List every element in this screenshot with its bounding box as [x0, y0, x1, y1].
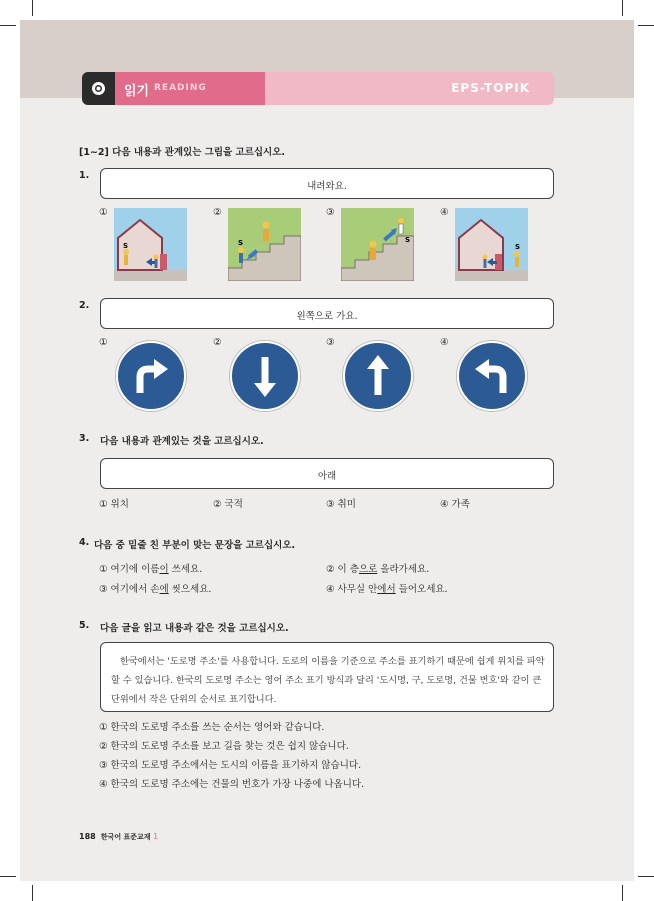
option-text: 쓰세요. [168, 564, 203, 575]
q1-picture-house-exit[interactable] [455, 208, 528, 281]
q2-sign-4[interactable] [457, 341, 527, 411]
crop-mark [0, 25, 16, 26]
q1-prompt: 내려와요. [307, 181, 347, 192]
page-footer [79, 832, 158, 842]
underlined-part: 에서 [377, 584, 396, 595]
left-turn-arrow-icon [459, 343, 525, 409]
q2-prompt: 왼쪽으로 가요. [296, 311, 358, 322]
q5-number: 5. [79, 620, 90, 631]
q1-picture-stairs-down[interactable] [228, 208, 301, 281]
page [20, 20, 634, 881]
q4-option-1[interactable] [99, 561, 202, 575]
underlined-part: 이 [159, 564, 169, 575]
crop-mark [32, 885, 33, 901]
svg-text:S: S [405, 236, 411, 244]
svg-text:S: S [238, 239, 244, 247]
down-arrow-icon [232, 343, 298, 409]
q4-option-3[interactable] [99, 581, 211, 595]
crop-mark [638, 876, 654, 877]
q2-prompt-box [100, 298, 554, 329]
banner-icon-box [82, 72, 115, 105]
option-marker: ① [99, 564, 108, 575]
q1-option-marker: ④ [440, 207, 449, 218]
right-turn-arrow-icon [118, 343, 184, 409]
q2-option-marker: ① [99, 337, 108, 348]
q1-option-marker: ① [99, 207, 108, 218]
option-text: 들어오세요. [395, 584, 448, 595]
q4-option-2[interactable] [326, 561, 429, 575]
q3-option[interactable]: ② 국적 [213, 499, 243, 510]
option-text: 여기에 이름 [107, 564, 160, 575]
underlined-part: 에 [159, 584, 169, 595]
instruction-heading: [1~2] 다음 내용과 관계있는 그림을 고르십시오. [79, 147, 286, 158]
svg-text:S: S [515, 243, 521, 251]
q5-question: 다음 글을 읽고 내용과 같은 것을 고르십시오. [100, 623, 289, 634]
q5-passage: 한국에서는 '도로명 주소'를 사용합니다. 도로의 이름을 기준으로 주소를 표기하기 때문에 쉽게 위치를 파악할 수 있습니다. 한국의 도로명 주소는 영어 주소 표기 방식과 달리 '도시명, 구, 도로명, 건물 번호'와 같이 큰 단위에서 작은 단위의 순서로 표기합니다. [111, 656, 545, 705]
q5-option[interactable]: ② 한국의 도로명 주소를 보고 길을 찾는 것은 쉽지 않습니다. [99, 741, 349, 752]
option-text: 이 층 [334, 564, 359, 575]
volume-number: 1 [153, 832, 159, 841]
option-marker: ③ [99, 584, 108, 595]
svg-text:S: S [123, 242, 129, 250]
section-subtitle: READING [154, 83, 207, 93]
page-number: 188 [79, 832, 96, 841]
q3-number: 3. [79, 433, 90, 444]
q5-option[interactable]: ③ 한국의 도로명 주소에서는 도시의 이름을 표기하지 않습니다. [99, 760, 362, 771]
q1-prompt-box [100, 168, 554, 199]
crop-mark [638, 25, 654, 26]
option-text: 씻으세요. [168, 584, 212, 595]
q2-option-marker: ② [213, 337, 222, 348]
q5-passage-box [100, 642, 554, 712]
book-title: 한국어 표준교재 [100, 833, 151, 841]
up-arrow-icon [345, 343, 411, 409]
q2-sign-3[interactable] [343, 341, 413, 411]
q4-question: 다음 중 밑줄 친 부분이 맞는 문장을 고르십시오. [94, 540, 296, 551]
q2-number: 2. [79, 300, 90, 311]
q3-option[interactable]: ③ 취미 [326, 499, 356, 510]
q1-option-marker: ② [213, 207, 222, 218]
option-text: 사무실 안 [334, 584, 378, 595]
q2-option-marker: ④ [440, 337, 449, 348]
option-text: 올라가세요. [377, 564, 430, 575]
q4-option-4[interactable] [326, 581, 448, 595]
crop-mark [32, 0, 33, 16]
q3-option[interactable]: ① 위치 [99, 499, 129, 510]
option-marker: ② [326, 564, 335, 575]
q3-option[interactable]: ④ 가족 [440, 499, 470, 510]
crop-mark [622, 885, 623, 901]
crop-mark [622, 0, 623, 16]
q1-option-marker: ③ [326, 207, 335, 218]
section-title: 읽기 [124, 84, 150, 99]
option-text: 여기에서 손 [107, 584, 160, 595]
q2-sign-1[interactable] [116, 341, 186, 411]
q3-prompt: 아래 [317, 471, 337, 482]
q4-number: 4. [79, 537, 90, 548]
crop-mark [0, 876, 16, 877]
q1-number: 1. [79, 170, 90, 181]
q1-picture-stairs-up[interactable] [341, 208, 414, 281]
underlined-part: 으로 [358, 564, 378, 575]
q1-picture-house-enter[interactable] [114, 208, 187, 281]
q2-sign-2[interactable] [230, 341, 300, 411]
speech-bubble-icon [91, 81, 106, 96]
q2-option-marker: ③ [326, 337, 335, 348]
q5-option[interactable]: ④ 한국의 도로명 주소에는 건물의 번호가 가장 나중에 나옵니다. [99, 779, 365, 790]
q3-question: 다음 내용과 관계있는 것을 고르십시오. [100, 436, 264, 447]
option-marker: ④ [326, 584, 335, 595]
section-banner [82, 72, 554, 105]
q3-prompt-box [100, 458, 554, 489]
q5-option[interactable]: ① 한국의 도로명 주소를 쓰는 순서는 영어와 같습니다. [99, 722, 325, 733]
brand-logo: EPS-TOPIK [451, 81, 530, 95]
